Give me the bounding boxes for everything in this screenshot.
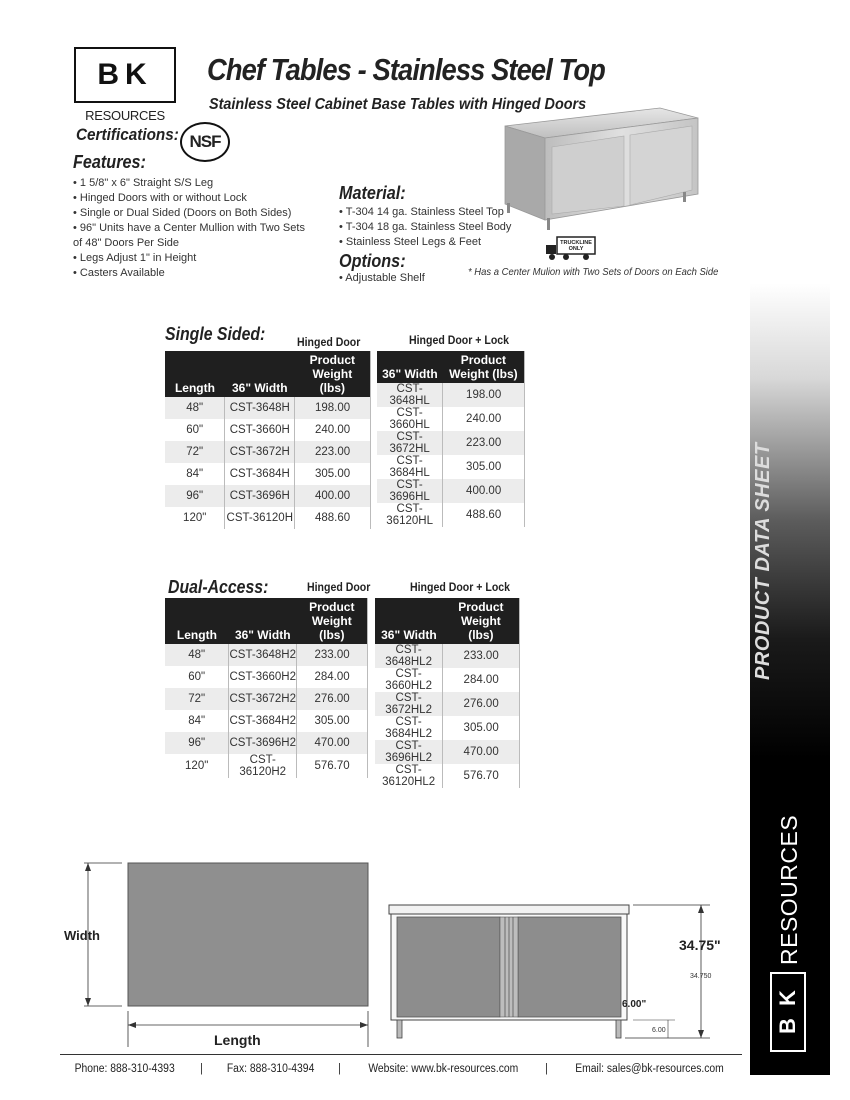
header-weight-line2: Weight (lbs): [311, 614, 352, 642]
height-small-label: 34.750: [690, 973, 712, 980]
cell-length: 60": [188, 671, 206, 683]
cell-weight-lock: 284.00: [443, 668, 520, 692]
table-row: [165, 463, 371, 485]
footer-divider: [60, 1054, 742, 1055]
cell-weight: 233.00: [297, 644, 368, 666]
cell-model: CST-3696H: [225, 485, 295, 507]
cell-length: 120": [183, 512, 207, 524]
product-data-sheet-label: PRODUCT DATA SHEET: [752, 442, 774, 680]
list-item: • Adjustable Shelf: [339, 272, 425, 284]
cell-model-lock: CST-3648HL2: [375, 644, 443, 668]
cell-model-lock: CST-3648HL: [377, 383, 443, 407]
cell-model-lock: CST-3660HL: [389, 407, 430, 431]
cell-model-lock: CST-3672HL: [377, 431, 443, 455]
cell-model-lock: CST-3672HL2: [375, 692, 443, 716]
table-row: [165, 710, 368, 732]
list-item: of 48" Doors Per Side: [73, 237, 180, 249]
cell-weight-lock: 488.60: [443, 503, 525, 527]
product-photo: [500, 106, 710, 266]
cell-model-lock: CST-3696HL2: [375, 740, 443, 764]
footer: [60, 1063, 742, 1075]
list-item: • Legs Adjust 1" in Height: [73, 252, 197, 264]
cell-weight-lock: 276.00: [443, 692, 520, 716]
cell-weight-lock: 223.00: [443, 431, 525, 455]
cell-model: CST-3684H: [225, 463, 295, 485]
svg-text:ONLY: ONLY: [568, 246, 584, 252]
cell-model: CST-3684H2: [229, 710, 297, 732]
dual-cap-lock: Hinged Door + Lock: [410, 580, 511, 594]
cell-length: 96": [165, 732, 229, 754]
dual-lock-table: [375, 598, 520, 788]
cell-weight: 198.00: [295, 397, 371, 419]
cell-weight: 240.00: [295, 419, 371, 441]
list-item: • T-304 18 ga. Stainless Steel Body: [339, 221, 512, 233]
sidebar-logo-letter-k: K: [774, 990, 800, 1006]
table-row: [165, 397, 371, 419]
table-row: [165, 507, 371, 529]
header-length: Length: [165, 598, 229, 644]
cell-model-lock: CST-3696HL: [377, 479, 443, 503]
cell-weight-lock: 233.00: [443, 644, 520, 668]
header-weight-line2: Weight (lbs): [312, 367, 353, 395]
table-row: [375, 716, 520, 740]
svg-text:TRUCKLINE: TRUCKLINE: [560, 240, 592, 246]
material-list: [339, 205, 511, 250]
cell-length: 48": [165, 644, 229, 666]
material-heading: Material:: [339, 183, 406, 203]
list-item: • 1 5/8" x 6" Straight S/S Leg: [73, 177, 214, 189]
single-cap-hinged: Hinged Door: [297, 335, 361, 349]
cell-model: CST-3648H: [225, 397, 295, 419]
sidebar-resources-text: RESOURCES: [776, 814, 802, 965]
header-weight-line2: Weight (lbs): [449, 367, 518, 381]
features-list: [73, 176, 305, 281]
table-row: [375, 740, 520, 764]
cell-weight-lock: 470.00: [443, 740, 520, 764]
height-dimension-label: 34.75": [679, 937, 721, 953]
cell-weight-lock: 305.00: [443, 716, 520, 740]
table-row: [377, 431, 525, 455]
cell-model: CST-3648H2: [229, 644, 297, 666]
cell-length: 84": [188, 715, 206, 727]
dual-cap-hinged: Hinged Door: [307, 580, 371, 594]
cell-weight: 488.60: [295, 507, 371, 529]
features-heading: Features:: [73, 152, 146, 172]
leg-small-label: 6.00: [652, 1027, 666, 1034]
cell-weight: 470.00: [297, 732, 368, 754]
cell-model: CST-3696H2: [229, 732, 297, 754]
list-item: • Hinged Doors with or without Lock: [73, 192, 247, 204]
footer-website[interactable]: Website: www.bk-resources.com: [368, 1063, 519, 1075]
cell-weight: 576.70: [297, 754, 368, 778]
mullion-note: * Has a Center Mulion with Two Sets of Doors on Each Side: [468, 266, 719, 278]
cell-weight: 400.00: [295, 485, 371, 507]
list-item: • Single or Dual Sided (Doors on Both Sides): [73, 207, 292, 219]
table-row: [377, 479, 525, 503]
table-row: [165, 419, 371, 441]
cell-length: 120": [185, 760, 209, 772]
header-width: 36" Width: [375, 598, 443, 644]
cell-length: 72": [165, 441, 225, 463]
cell-model-lock: CST-3684HL: [389, 455, 430, 479]
leg-dimension-label: 6.00": [622, 999, 647, 1010]
single-cap-lock: Hinged Door + Lock: [409, 333, 510, 347]
header-weight: [295, 351, 371, 397]
dual-hinged-table: [165, 598, 368, 778]
options-list: [339, 271, 425, 286]
header-weight-line1: Product: [309, 600, 355, 614]
page-subtitle: Stainless Steel Cabinet Base Tables with Hinged Doors: [209, 96, 587, 113]
cell-length: 84": [186, 468, 204, 480]
cell-weight: 305.00: [295, 463, 371, 485]
cell-model: CST-36120H2: [229, 754, 297, 778]
header-weight: [297, 598, 368, 644]
table-row: [165, 441, 371, 463]
nsf-badge: [180, 122, 230, 162]
cell-weight-lock: 198.00: [443, 383, 525, 407]
length-dimension-label: Length: [214, 1032, 261, 1048]
footer-separator: |: [199, 1063, 203, 1075]
table-row: [165, 754, 368, 778]
table-row: [377, 383, 525, 407]
cell-weight-lock: 400.00: [443, 479, 525, 503]
table-row: [375, 764, 520, 788]
single-sided-title: Single Sided:: [165, 324, 266, 344]
table-row: [165, 644, 368, 666]
list-item: • Casters Available: [73, 267, 165, 279]
table-row: [375, 692, 520, 716]
cell-length: 60": [186, 424, 204, 436]
cell-weight: 223.00: [295, 441, 371, 463]
cell-weight-lock: 576.70: [443, 764, 520, 788]
footer-fax: Fax: 888-310-4394: [226, 1063, 315, 1075]
cell-weight: 305.00: [297, 710, 368, 732]
single-hinged-table: [165, 351, 371, 529]
table-row: [165, 485, 371, 507]
cell-model-lock: CST-3684HL2: [385, 716, 432, 740]
top-view-drawing: [60, 855, 380, 1055]
table-row: [377, 455, 525, 479]
cell-model: CST-3660H: [225, 419, 295, 441]
footer-separator: |: [338, 1063, 341, 1075]
cell-weight: 276.00: [297, 688, 368, 710]
list-item: • T-304 14 ga. Stainless Steel Top: [339, 206, 504, 218]
cell-model-lock: CST-36120HL: [386, 503, 433, 527]
header-width: 36" Width: [225, 351, 295, 397]
header-weight-line2: Weight (lbs): [461, 614, 501, 642]
header-weight: [443, 351, 525, 383]
table-row: [377, 407, 525, 431]
table-row: [375, 668, 520, 692]
cell-model-lock: CST-3660HL2: [385, 668, 432, 692]
table-row: [377, 503, 525, 527]
cell-model: CST-3672H2: [229, 688, 297, 710]
table-row: [165, 732, 368, 754]
sidebar-logo-letter-b: B: [774, 1018, 800, 1034]
footer-separator: |: [545, 1063, 549, 1075]
page-title: Chef Tables - Stainless Steel Top: [207, 52, 605, 87]
cell-weight: 284.00: [297, 666, 368, 688]
bk-logo: [74, 47, 176, 103]
list-item: • Stainless Steel Legs & Feet: [339, 236, 482, 248]
header-weight: [443, 598, 520, 644]
list-item: • 96" Units have a Center Mullion with Two Sets: [73, 222, 305, 234]
single-lock-table: [377, 351, 525, 527]
sidebar-bk-logo: [770, 972, 806, 1052]
table-row: [165, 666, 368, 688]
nsf-text: NSF: [189, 132, 221, 151]
header-length: Length: [165, 351, 225, 397]
table-row: [165, 688, 368, 710]
width-dimension-label: Width: [64, 928, 100, 943]
footer-email[interactable]: Email: sales@bk-resources.com: [575, 1063, 725, 1075]
header-width: 36" Width: [229, 598, 297, 644]
header-weight-line1: Product: [458, 600, 504, 614]
footer-phone: Phone: 888-310-4393: [75, 1063, 176, 1075]
cell-weight-lock: 305.00: [443, 455, 525, 479]
cell-length: 96": [165, 485, 225, 507]
options-heading: Options:: [339, 251, 406, 271]
header-weight-line1: Product: [460, 353, 507, 367]
cell-model: CST-3672H: [225, 441, 295, 463]
logo-subtext: RESOURCES: [85, 108, 165, 123]
logo-text: BK: [97, 58, 153, 91]
header-width: 36" Width: [377, 351, 443, 383]
cell-weight-lock: 240.00: [443, 407, 525, 431]
cell-model: CST-3660H2: [229, 666, 297, 688]
cell-model: CST-36120H: [225, 507, 295, 529]
certifications-label: Certifications:: [76, 125, 179, 144]
dual-access-title: Dual-Access:: [168, 577, 269, 597]
cell-model-lock: CST-36120HL2: [382, 764, 436, 788]
cell-length: 72": [165, 688, 229, 710]
header-weight-line1: Product: [309, 353, 355, 367]
table-row: [375, 644, 520, 668]
cell-length: 48": [165, 397, 225, 419]
